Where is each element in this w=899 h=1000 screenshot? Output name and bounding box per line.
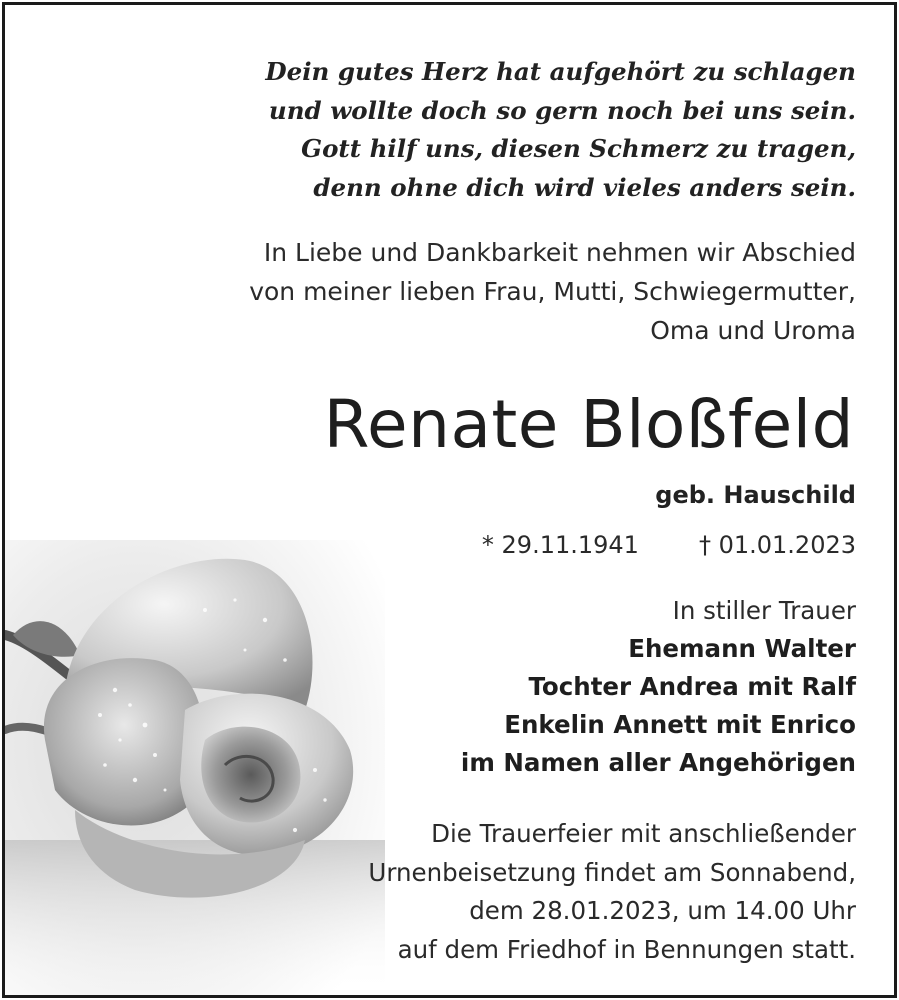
mourner-name: Tochter Andrea mit Ralf (528, 672, 856, 701)
mourners (461, 592, 856, 782)
obituary-card (2, 2, 897, 998)
life-dates (482, 525, 856, 565)
birth-date: * 29.11.1941 (481, 531, 639, 559)
mourner-name: Ehemann Walter (628, 634, 856, 663)
intro-line: Oma und Uroma (650, 316, 856, 345)
funeral-line: Die Trauerfeier mit anschließender (431, 819, 856, 848)
funeral-line: dem 28.01.2023, um 14.00 Uhr (469, 896, 856, 925)
maiden-name: geb. Hauschild (655, 481, 856, 509)
rose-image (5, 540, 385, 995)
intro-line: In Liebe und Dankbarkeit nehmen wir Abschied (263, 238, 856, 267)
deceased-name: Renate Bloßfeld (323, 386, 854, 463)
funeral-line: auf dem Friedhof in Bennungen statt. (397, 934, 856, 964)
poem (265, 53, 856, 207)
death-date: † 01.01.2023 (698, 531, 856, 559)
mourner-name: Enkelin Annett mit Enrico (504, 710, 856, 739)
poem-line: Dein gutes Herz hat aufgehört zu schlagen (265, 57, 856, 86)
mourners-heading: In stiller Trauer (672, 596, 856, 625)
funeral-info (368, 815, 856, 969)
poem-line: und wollte doch so gern noch bei uns sein. (268, 95, 856, 125)
intro-line: von meiner lieben Frau, Mutti, Schwiegermutter, (249, 277, 856, 306)
poem-line: Gott hilf uns, diesen Schmerz zu tragen, (301, 134, 856, 163)
poem-line: denn ohne dich wird vieles anders sein. (313, 172, 856, 202)
farewell-intro (249, 233, 856, 350)
mourner-name: im Namen aller Angehörigen (460, 748, 856, 777)
funeral-line: Urnenbeisetzung findet am Sonnabend, (368, 857, 856, 887)
